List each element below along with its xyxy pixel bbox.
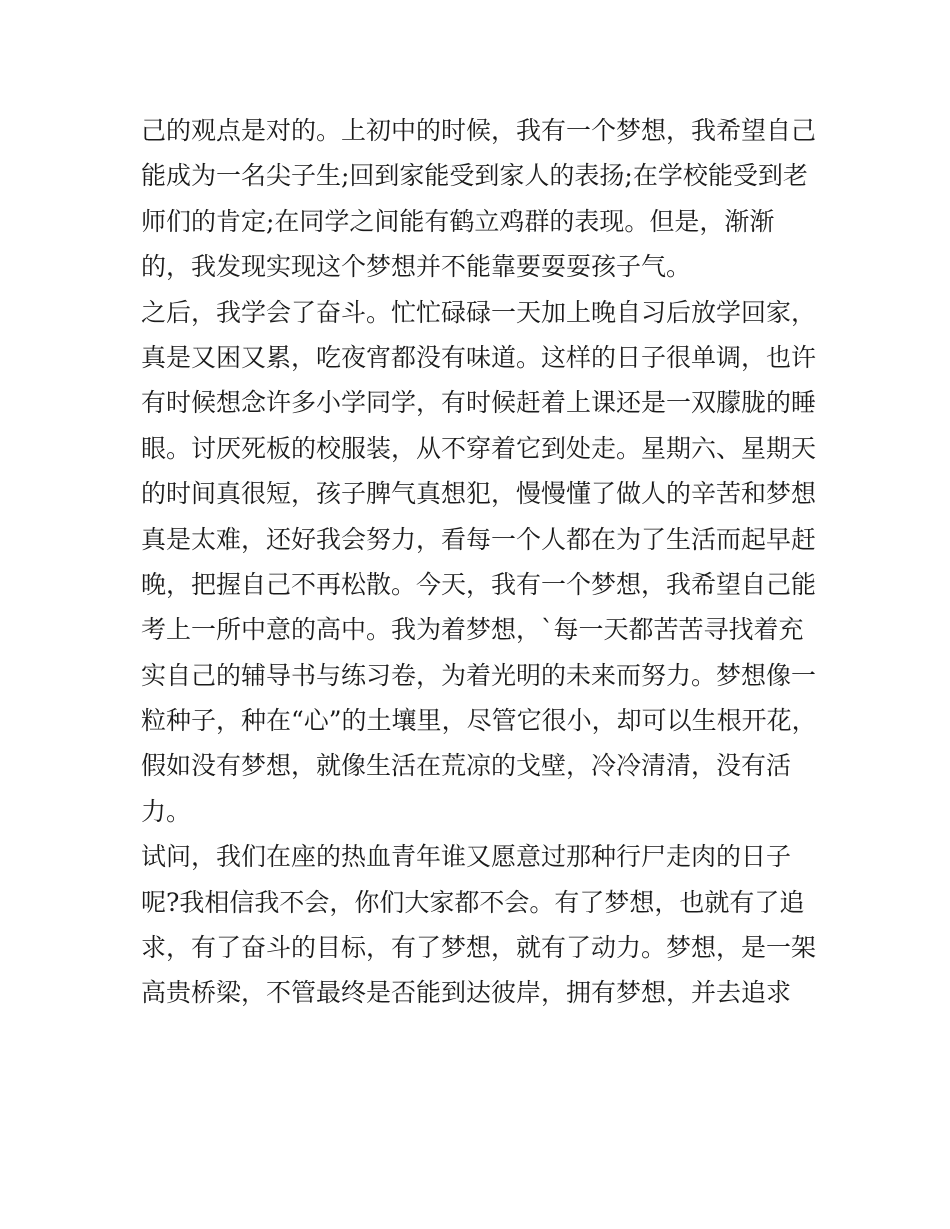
text-line: 能成为一名尖子生;回到家能受到家人的表扬;在学校能受到老 [141, 161, 808, 191]
text-line: 考上一所中意的高中。我为着梦想，`每一天都苦苦寻找着充 [141, 615, 804, 645]
text-line: 假如没有梦想，就像生活在荒凉的戈壁，冷冷清清，没有活 [141, 751, 792, 781]
text-line: 呢?我相信我不会，你们大家都不会。有了梦想，也就有了追 [141, 887, 805, 917]
text-line: 真是又困又累，吃夜宵都没有味道。这样的日子很单调，也许 [141, 342, 817, 372]
text-line: 高贵桥梁，不管最终是否能到达彼岸，拥有梦想，并去追求 [141, 978, 792, 1008]
text-line: 己的观点是对的。上初中的时候，我有一个梦想，我希望自己 [141, 116, 817, 145]
text-line: 粒种子，种在“心”的土壤里，尽管它很小，却可以生根开花， [141, 706, 817, 736]
text-line: 有时候想念许多小学同学，有时候赶着上课还是一双朦胧的睡 [141, 388, 817, 418]
text-line: 晚，把握自己不再松散。今天，我有一个梦想，我希望自己能 [141, 569, 817, 599]
text-line: 求，有了奋斗的目标，有了梦想，就有了动力。梦想，是一架 [141, 933, 817, 963]
essay-text [141, 108, 821, 1016]
text-line: 实自己的辅导书与练习卷，为着光明的未来而努力。梦想像一 [141, 660, 817, 690]
text-line: 的时间真很短，孩子脾气真想犯，慢慢懂了做人的辛苦和梦想 [141, 479, 817, 509]
text-line: 师们的肯定;在同学之间能有鹤立鸡群的表现。但是，渐渐 [141, 206, 775, 236]
text-line: 之后，我学会了奋斗。忙忙碌碌一天加上晚自习后放学回家， [141, 297, 817, 327]
text-line: 的，我发现实现这个梦想并不能靠要耍耍孩子气。 [141, 252, 692, 282]
text-line: 试问，我们在座的热血青年谁又愿意过那种行尸走肉的日子 [141, 842, 792, 872]
text-line: 真是太难，还好我会努力，看每一个人都在为了生活而起早赶 [141, 524, 817, 554]
text-line: 眼。讨厌死板的校服装，从不穿着它到处走。星期六、星期天 [141, 433, 817, 463]
text-line: 力。 [141, 796, 192, 826]
